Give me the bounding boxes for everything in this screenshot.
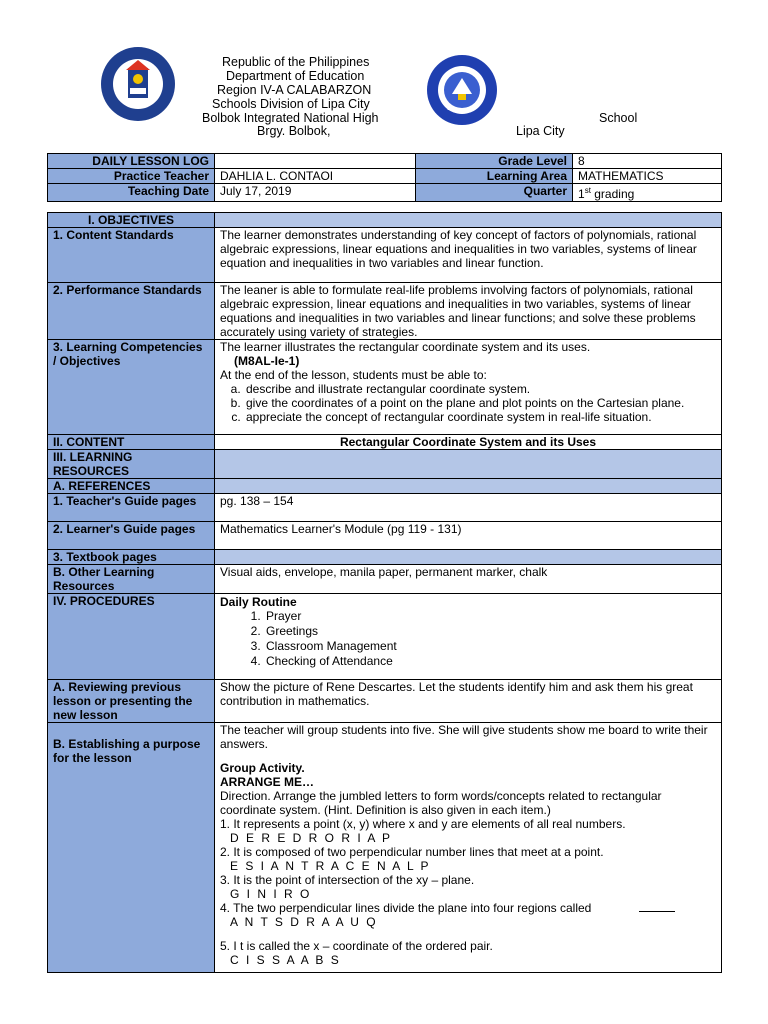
- learners-guide-label: 2. Learner's Guide pages: [48, 522, 215, 550]
- daily-lesson-log-label: DAILY LESSON LOG: [48, 154, 215, 169]
- competency-intro: The learner illustrates the rectangular coordinate system and its uses.: [220, 340, 591, 354]
- content-label: II. CONTENT: [48, 435, 215, 450]
- item-answer-5: C I S S A A B S: [230, 953, 341, 967]
- competency-item: c. appreciate the concept of rectangular coordinate system in real-life situation.: [244, 410, 716, 424]
- learning-resources-value: [215, 450, 722, 479]
- header-line-4: Schools Division of Lipa City: [212, 97, 370, 111]
- learners-guide-value: Mathematics Learner's Module (pg 119 - 131): [215, 522, 722, 550]
- routine-item: 4. Checking of Attendance: [264, 654, 716, 668]
- content-standards-text: The learner demonstrates understanding of key concept of factors of polynomials, rational algebraic expressions, linear equations and inequalities in two variables, systems of linear equation and inequalities in two variables and linear function.: [215, 228, 722, 283]
- other-resources-value: Visual aids, envelope, manila paper, permanent marker, chalk: [215, 565, 722, 594]
- deped-seal-logo: [100, 46, 176, 122]
- daily-routine-list: [220, 609, 716, 668]
- purpose-cell: [215, 723, 722, 973]
- learning-area-label: Learning Area: [416, 169, 573, 184]
- routine-item: 3. Classroom Management: [264, 639, 716, 653]
- references-value: [215, 479, 722, 494]
- item-question-5: 5. I t is called the x – coordinate of the ordered pair.: [220, 939, 493, 953]
- reviewing-text: Show the picture of Rene Descartes. Let the students identify him and ask them his great contribution in mathematics.: [215, 680, 722, 723]
- reviewing-label: A. Reviewing previous lesson or presenting the new lesson: [48, 680, 215, 723]
- competency-item: b. give the coordinates of a point on the plane and plot points on the Cartesian plane.: [244, 396, 716, 410]
- direction-text: Direction. Arrange the jumbled letters to form words/concepts related to rectangular coordinate system. (Hint. Definition is also given in each item.): [220, 789, 662, 817]
- competency-item: a. describe and illustrate rectangular coordinate system.: [244, 382, 716, 396]
- routine-item: 1. Prayer: [264, 609, 716, 623]
- other-resources-label: B. Other Learning Resources: [48, 565, 215, 594]
- textbook-value: [215, 550, 722, 565]
- practice-teacher-value: DAHLIA L. CONTAOI: [215, 169, 416, 184]
- item-answer-1: D E R E D R O R I A P: [230, 831, 393, 845]
- lesson-plan-table: [47, 212, 722, 973]
- item-question-4: 4. The two perpendicular lines divide the plane into four regions called: [220, 901, 592, 915]
- grade-level-value: 8: [573, 154, 722, 169]
- procedures-label: IV. PROCEDURES: [48, 594, 215, 680]
- item-question-3: 3. It is the point of intersection of the xy – plane.: [220, 873, 475, 887]
- teachers-guide-label: 1. Teacher's Guide pages: [48, 494, 215, 522]
- header-line-6: Brgy. Bolbok,: [257, 124, 331, 138]
- seal-year-left: 19: [447, 106, 454, 112]
- daily-lesson-log-value: [215, 154, 416, 169]
- seal-year-right: 97: [470, 106, 477, 112]
- competencies-cell: [215, 340, 722, 435]
- references-label: A. REFERENCES: [48, 479, 215, 494]
- header-school: School: [599, 111, 638, 125]
- learning-area-value: MATHEMATICS: [573, 169, 722, 184]
- school-seal-logo: [426, 54, 498, 126]
- header-line-3: Region IV-A CALABARZON: [217, 83, 372, 97]
- competency-code: (M8AL-Ie-1): [234, 354, 300, 368]
- routine-item: 2. Greetings: [264, 624, 716, 638]
- quarter-value: 1st grading: [573, 184, 722, 202]
- arrange-me-title: ARRANGE ME…: [220, 775, 315, 789]
- learning-resources-label: III. LEARNING RESOURCES: [48, 450, 215, 479]
- answer-blank-line: [639, 911, 675, 912]
- header-city: Lipa City: [516, 124, 565, 138]
- header-line-1: Republic of the Philippines: [222, 55, 370, 69]
- performance-standards-label: 2. Performance Standards: [48, 283, 215, 340]
- competencies-label: 3. Learning Competencies / Objectives: [48, 340, 215, 435]
- daily-routine-title: Daily Routine: [220, 595, 297, 609]
- item-question-1: 1. It represents a point (x, y) where x and y are elements of all real numbers.: [220, 817, 626, 831]
- item-answer-3: G I N I R O: [230, 887, 312, 901]
- daily-routine-cell: [215, 594, 722, 680]
- practice-teacher-label: Practice Teacher: [48, 169, 215, 184]
- info-table: [47, 153, 722, 202]
- objectives-label: I. OBJECTIVES: [48, 213, 215, 228]
- content-title: Rectangular Coordinate System and its Uses: [215, 435, 722, 450]
- quarter-label: Quarter: [416, 184, 573, 202]
- textbook-label: 3. Textbook pages: [48, 550, 215, 565]
- content-standards-label: 1. Content Standards: [48, 228, 215, 283]
- header-line-5: Bolbok Integrated National High: [202, 111, 379, 125]
- objectives-value: [215, 213, 722, 228]
- performance-standards-text: The leaner is able to formulate real-life problems involving factors of polynomials, rational algebraic expression, linear equations and inequalities in two variables, systems of linear equations and inequalities in two variables and linear functions; and solve these problems accurately using variety of strategies.: [215, 283, 722, 340]
- item-question-2: 2. It is composed of two perpendicular number lines that meet at a point.: [220, 845, 604, 859]
- teaching-date-label: Teaching Date: [48, 184, 215, 202]
- item-question-4-row: [220, 901, 716, 915]
- teachers-guide-value: pg. 138 – 154: [215, 494, 722, 522]
- competency-end: At the end of the lesson, students must be able to:: [220, 368, 487, 382]
- item-answer-2: E S I A N T R A C E N A L P: [230, 859, 431, 873]
- grade-level-label: Grade Level: [416, 154, 573, 169]
- item-answer-4: A N T S D R A A U Q: [230, 915, 378, 929]
- purpose-label: B. Establishing a purpose for the lesson: [48, 723, 215, 973]
- purpose-intro: The teacher will group students into five. She will give students show me board to write their answers.: [220, 723, 708, 751]
- competency-list: [220, 382, 716, 424]
- group-activity-title: Group Activity.: [220, 761, 305, 775]
- header-line-2: Department of Education: [226, 69, 365, 83]
- teaching-date-value: July 17, 2019: [215, 184, 416, 202]
